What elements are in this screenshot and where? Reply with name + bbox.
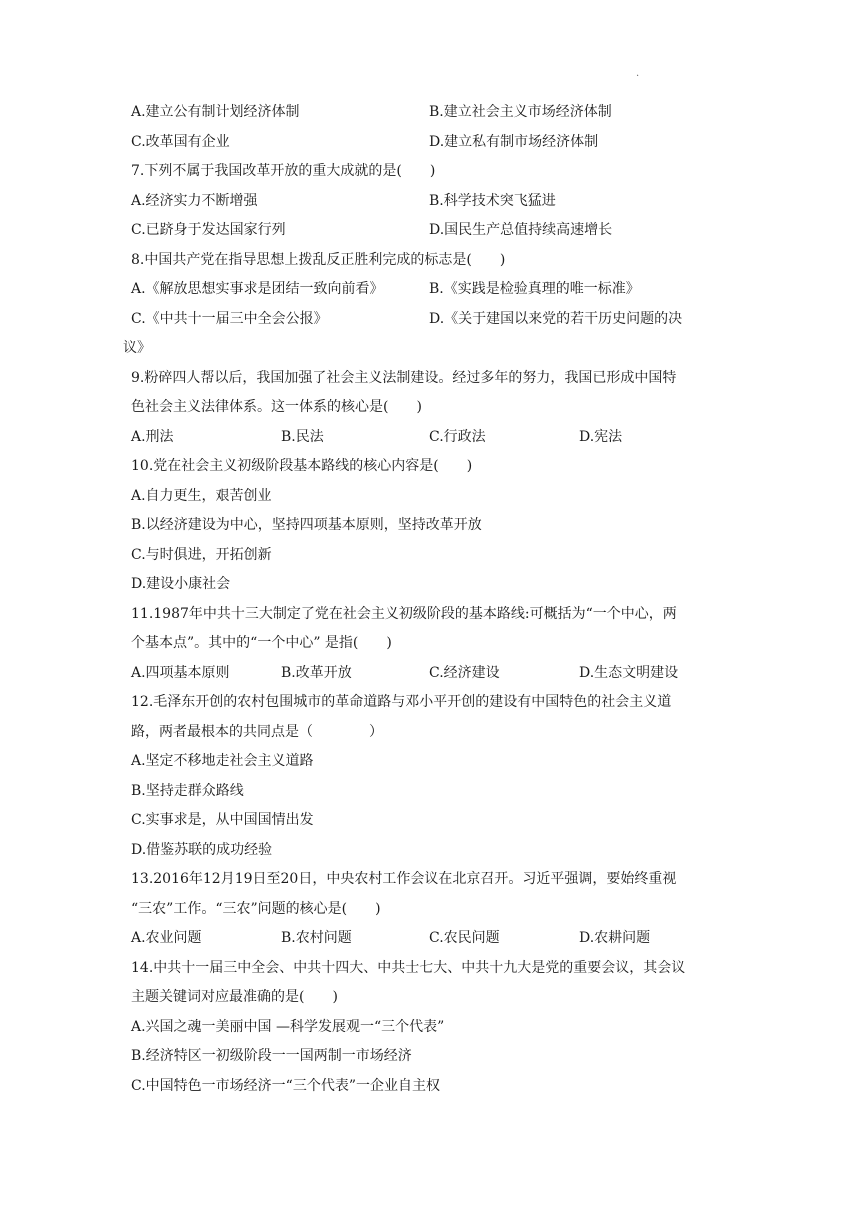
q9-option-b[interactable]: B.民法 <box>281 428 324 445</box>
q7-options-row-2 <box>131 216 731 246</box>
q11-stem-line-1: 11.1987年中共十三大制定了党在社会主义初级阶段的基本路线:可概括为“一个中心，两 <box>131 605 677 622</box>
q9-option-d[interactable]: D.宪法 <box>579 428 623 445</box>
q8-options-row-2 <box>131 305 731 335</box>
q12-stem-line-1: 12.毛泽东开创的农村包围城市的革命道路与邓小平开创的建设有中国特色的社会主义道 <box>131 694 672 710</box>
q13-option-b[interactable]: B.农村问题 <box>281 930 352 946</box>
q10-option-d[interactable]: D.建设小康社会 <box>131 576 231 592</box>
q13-stem-line-1: 13.2016年12月19日至20日，中央农村工作会议在北京召开。习近平强调，要始终重视 <box>131 871 677 887</box>
q6-option-b[interactable]: B.建立社会主义市场经济体制 <box>429 104 612 120</box>
q7-option-b[interactable]: B.科学技术突飞猛进 <box>429 192 556 209</box>
q12-option-d[interactable]: D.借鉴苏联的成功经验 <box>131 841 273 858</box>
q7-option-c[interactable]: C.已跻身于发达国家行列 <box>131 222 286 238</box>
q9-option-a[interactable]: A.刑法 <box>131 428 174 445</box>
q13-option-c[interactable]: C.农民问题 <box>429 930 500 946</box>
q12-option-c[interactable]: C.实事求是，从中国国情出发 <box>131 812 314 828</box>
q8-option-d-continuation: 议》 <box>123 340 151 356</box>
q8-stem: 8.中国共产党在指导思想上拨乱反正胜利完成的标志是( ) <box>131 251 506 268</box>
q11-stem-line-2: 个基本点”。其中的“一个中心” 是指( ) <box>131 635 392 651</box>
header-mark: . <box>636 68 640 79</box>
q14-option-a[interactable]: A.兴国之魂一美丽中国 —科学发展观一“三个代表” <box>131 1018 445 1035</box>
q13-option-d[interactable]: D.农耕问题 <box>579 930 651 946</box>
q10-option-b[interactable]: B.以经济建设为中心，坚持四项基本原则，坚持改革开放 <box>131 517 482 533</box>
q7-stem: 7.下列不属于我国改革开放的重大成就的是( ) <box>131 163 436 179</box>
q9-stem-line-1: 9.粉碎四人帮以后，我国加强了社会主义法制建设。经过多年的努力，我国已形成中国特 <box>131 369 677 386</box>
q6-options-row-1 <box>131 98 731 128</box>
q14-option-b[interactable]: B.经济特区一初级阶段一一国两制一市场经济 <box>131 1048 412 1064</box>
q14-option-c[interactable]: C.中国特色一市场经济一“三个代表”一企业自主权 <box>131 1077 440 1094</box>
q11-options-row <box>131 659 731 689</box>
q10-option-c[interactable]: C.与时俱进，开拓创新 <box>131 546 272 563</box>
q6-option-c[interactable]: C.改革国有企业 <box>131 133 230 150</box>
q7-option-a[interactable]: A.经济实力不断增强 <box>131 192 258 209</box>
q12-option-a[interactable]: A.坚定不移地走社会主义道路 <box>131 753 314 769</box>
q14-stem-line-1: 14.中共十一届三中全会、中共十四大、中共士七大、中共十九大是党的重要会议，其会议 <box>131 959 686 976</box>
q6-option-d[interactable]: D.建立私有制市场经济体制 <box>429 133 599 150</box>
q7-options-row-1 <box>131 187 731 217</box>
q13-stem-line-2: “三农”工作。“三农”问题的核心是( ) <box>131 900 381 917</box>
q13-option-a[interactable]: A.农业问题 <box>131 930 202 946</box>
q11-option-d[interactable]: D.生态文明建设 <box>579 664 679 681</box>
q11-option-c[interactable]: C.经济建设 <box>429 664 500 681</box>
q6-option-a[interactable]: A.建立公有制计划经济体制 <box>131 104 300 120</box>
q11-option-a[interactable]: A.四项基本原则 <box>131 664 230 681</box>
q13-options-row <box>131 924 731 954</box>
q14-stem-line-2: 主题关键词对应最准确的是( ) <box>131 989 338 1005</box>
q10-option-a[interactable]: A.自力更生，艰苦创业 <box>131 487 272 504</box>
q8-option-d[interactable]: D.《关于建国以来党的若干历史问题的决 <box>429 310 683 327</box>
q8-option-c[interactable]: C.《中共十一届三中全会公报》 <box>131 310 328 327</box>
q9-option-c[interactable]: C.行政法 <box>429 428 486 445</box>
q9-options-row <box>131 423 731 453</box>
question-list <box>123 98 731 1101</box>
q6-options-row-2 <box>131 128 731 158</box>
q9-stem-line-2: 色社会主义法律体系。这一体系的核心是( ) <box>131 399 422 415</box>
q10-stem: 10.党在社会主义初级阶段基本路线的核心内容是( ) <box>131 458 473 474</box>
q11-option-b[interactable]: B.改革开放 <box>281 664 352 681</box>
q8-option-a[interactable]: A.《解放思想实事求是团结一致向前看》 <box>131 281 384 297</box>
q12-stem-line-2: 路，两者最根本的共同点是（ ） <box>131 723 383 740</box>
q8-options-row-1 <box>131 275 731 305</box>
q7-option-d[interactable]: D.国民生产总值持续高速增长 <box>429 222 613 238</box>
q12-option-b[interactable]: B.坚持走群众路线 <box>131 782 244 799</box>
q8-option-b[interactable]: B.《实践是检验真理的唯一标准》 <box>429 281 640 297</box>
